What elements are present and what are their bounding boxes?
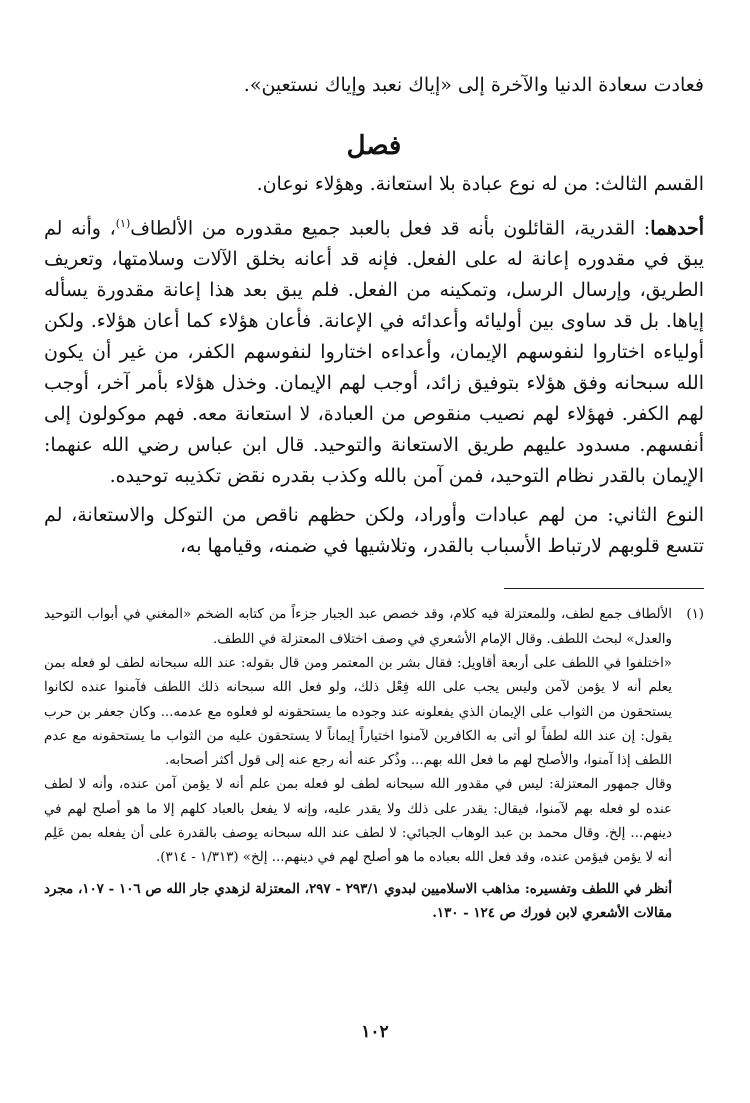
footnote-reference[interactable]: (١) (115, 217, 131, 230)
footnote-paragraph: وقال جمهور المعتزلة: ليس في مقدور الله سبحانه لطف لو فعله بمن علم أنه لا يؤمن آمن عنده، وأنه لا لطف عنده لو فعله بهم لآمنوا، فيقال: يقدر على ذلك ولا يقدر عليه، وإنه لا يفعل بالعباد كلهم إلا ما هو أصلح لهم في دينهم... إلخ. وقال محمد بن عبد الوهاب الجبائي: لا لطف عند الله سبحانه يوصف بالقدرة على أن يفعله بمن عَلِم أنه لا يؤمن فيؤمن عنده، وقد فعل الله بعباده ما هو أصلح لهم في دينهم... إلخ» (١/٣١٣ - ٣١٤). (44, 777, 672, 866)
paragraph-text: ، وأنه لم يبق في مقدوره إعانة له على الفعل. فإنه قد أعانه بخلق الآلات وسلامتها، وتعريف الطريق، وإرسال الرسل، وتمكينه من الفعل. فلم يبق بعد هذا إعانة مقدورة يسأله إياها. بل قد ساوى بين أوليائه وأعدائه في الإعانة. فأعان هؤلاء كما أعان هؤلاء. ولكن أولياءه اختاروا لنفوسهم الإيمان، وأعداءه اختاروا لنفوسهم الكفر، من غير أن يكون الله سبحانه وفق هؤلاء بتوفيق زائد، أوجب لهم الإيمان. وخذل هؤلاء بأمر آخر، أوجب لهم الكفر. فهؤلاء لهم نصيب منقوص من العبادة، لا استعانة معه. فهم موكولون إلى أنفسهم. مسدود عليهم طريق الاستعانة والتوحيد. قال ابن عباس رضي الله عنهما: الإيمان بالقدر نظام التوحيد، فمن آمن بالله وكذب بقدره نقض تكذيبه توحيده. (44, 217, 704, 488)
footnote-paragraph: الألطاف جمع لطف، وللمعتزلة فيه كلام، وقد خصص عبد الجبار جزءاً من كتابه الضخم «المغني في أبواب التوحيد والعدل» لبحث اللطف. وقال الإمام الأشعري في وصف اختلاف المعتزلة في اللطف. (44, 607, 672, 647)
footnote-references: أنظر في اللطف وتفسيره: مذاهب الاسلاميين لبدوي ٢٩٣/١ - ٢٩٧، المعتزلة لزهدي جار الله ص ١٠٦ - ١٠٧، مجرد مقالات الأشعري لابن فورك ص ١٢٤ - ١٣٠. (44, 880, 672, 921)
paragraph-lead: أحدهما (650, 217, 704, 240)
footnote-number: (١) (686, 607, 704, 623)
section-heading: فصل (346, 131, 402, 161)
intro-line: فعادت سعادة الدنيا والآخرة إلى «إياك نعبد وإياك نستعين». (243, 74, 704, 96)
paragraph-text: : القدرية، القائلون بأنه قد فعل بالعبد جميع مقدوره من الألطاف (130, 217, 651, 240)
book-page (44, 60, 704, 1090)
footnote-paragraph: «اختلفوا في اللطف على أربعة أقاويل: فقال بشر بن المعتمر ومن قال بقوله: عند الله سبحانه لطف لو فعله بمن يعلم أنه لا يؤمن لآمن وليس يجب على الله فِعْل ذلك، ولو فعل الله سبحانه ذلك اللطف فآمنوا عنده لكانوا يستحقون من الثواب على الإيمان الذي يفعلونه عند وجوده ما يستحقونه لو فعلوه مع عدمه... وكان جعفر بن حرب يقول: إن عند الله لطفاً لو أتى به الكافرين لآمنوا اختياراً إيماناً لا يستحقون عليه من الثواب ما يستحقونه مع عدم اللطف إذا آمنوا، والأصلح لهم ما فعل الله بهم... وذُكر عنه أنه رجع عنه إلى قول أكثر أصحابه. (44, 655, 672, 769)
paragraph-third-section: القسم الثالث: من له نوع عبادة بلا استعانة. وهؤلاء نوعان. (256, 173, 704, 195)
page-number: ١٠٢ (361, 1022, 389, 1042)
footnote-body (44, 603, 672, 925)
footnote-divider (504, 588, 704, 589)
footnote-1 (44, 603, 704, 925)
paragraph-second-type: النوع الثاني: من لهم عبادات وأوراد، ولكن حظهم ناقص من التوكل والاستعانة، لم تتسع قلوبهم لارتباط الأسباب بالقدر، وتلاشيها في ضمنه، وقيامها به، (44, 504, 704, 558)
paragraph-qadariyya (44, 208, 704, 492)
footnotes (44, 603, 704, 925)
